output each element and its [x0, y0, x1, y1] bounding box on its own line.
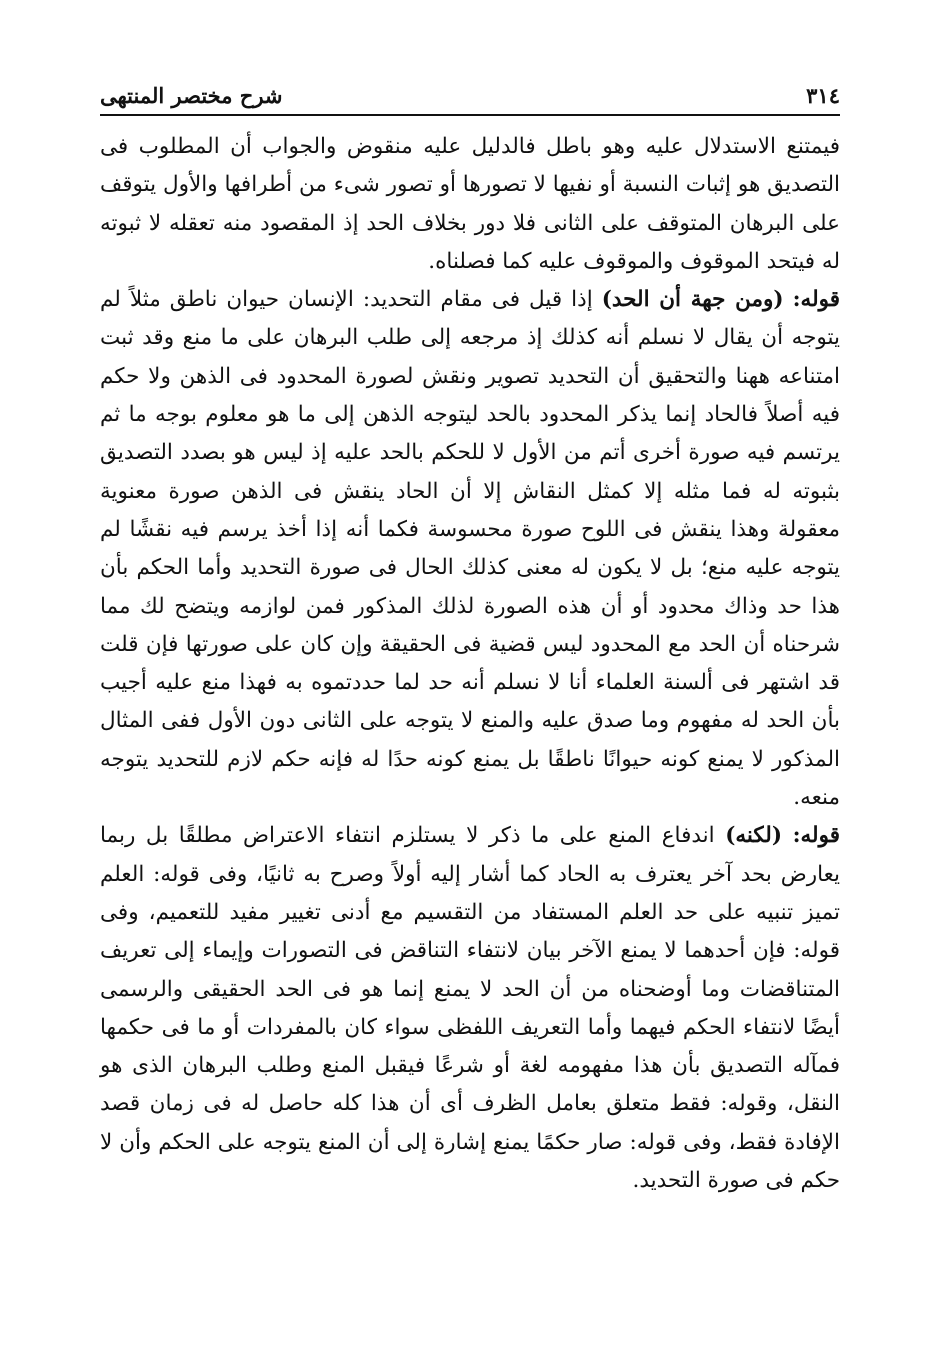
running-header: [100, 78, 840, 108]
book-title: شرح مختصر المنتهى: [100, 83, 283, 108]
paragraph-1: [100, 128, 840, 281]
paragraph-3: [100, 817, 840, 1200]
page-body: [100, 128, 840, 1200]
page-number: ٣١٤: [806, 83, 840, 108]
paragraph-3-quote: (لكنه): [725, 823, 782, 849]
paragraph-3-text: اندفاع المنع على ما ذكر لا يستلزم انتفاء الاعتراض مطلقًا بل ربما يعارض بحد آخر يعترف به الحاد كما أشار إليه أولاً وصرح به ثانيًا، وفى قوله: العلم تميز تنبيه على حد العلم المستفاد من التقسيم مع أدنى تغيير مفيد للتعميم، وفى قوله: فإن أحدهما لا يمنع الآخر بيان لانتفاء التناقض فى التصورات وإيماء إلى تعريف المتناقضات وما أوضحناه من أن الحد لا يمنع إنما هو فى الحد الحقيقى والرسمى أيضًا لانتفاء الحكم فيهما وأما التعريف اللفظى سواء كان بالمفردات أو ما فى حكمها فمآله التصديق بأن هذا مفهومه لغة أو شرعًا فيقبل المنع وطلب البرهان الذى هو النقل، وقوله: فقط متعلق بعامل الظرف أى أن هذا كله حاصل له فى زمان قصد الإفادة فقط، وفى قوله: صار حكمًا يمنع إشارة إلى أن المنع يتوجه على الحكم وأن لا حكم فى صورة التحديد.: [100, 823, 840, 1194]
paragraph-3-lead: قوله:: [792, 823, 840, 849]
paragraph-2-text: إذا قيل فى مقام التحديد: الإنسان حيوان ناطق مثلاً لم يتوجه أن يقال لا نسلم أنه كذلك إذ مرجعه إلى طلب البرهان على ما منع وقد ثبت امتناعه ههنا والتحقيق أن التحديد تصوير ونقش لصورة المحدود فى الذهن ولا حكم فيه أصلاً فالحاد إنما يذكر المحدود بالحد ليتوجه الذهن إلى ما هو معلوم بوجه ما ثم يرتسم فيه صورة أخرى أتم من الأول لا للحكم بالحد عليه إذ ليس هو بصدد التصديق بثبوته له فما مثله إلا كمثل النقاش إلا أن الحاد ينقش فى الذهن صورة معنوية معقولة وهذا ينقش فى اللوح صورة محسوسة فكما أنه إذا أخذ يرسم فيه نقشًا لم يتوجه عليه منع؛ بل لا يكون له معنى كذلك الحال فى صورة التحديد وأما الحكم بأن هذا حد وذاك محدود أو أن هذه الصورة لذلك المذكور فمن لوازمه ويتضح لك مما شرحناه أن الحد مع المحدود ليس قضية فى الحقيقة وإن كان على صورتها فإن قلت قد اشتهر فى ألسنة العلماء أنا لا نسلم أنه حد لما حددتموه به فهذا منع عليه أجيب بأن الحد له مفهوم وما صدق عليه والمنع لا يتوجه على الثانى دون الأول ففى المثال المذكور لا يمنع كونه حيوانًا ناطقًا بل يمنع كونه حدًا له فإنه حكم لازم للتحديد يتوجه منعه.: [100, 287, 840, 811]
paragraph-1-text: فيمتنع الاستدلال عليه وهو باطل فالدليل عليه منقوض والجواب أن المطلوب فى التصديق هو إثبات النسبة أو نفيها لا تصورها أو تصور شىء من أطرافها والأول يتوقف على البرهان المتوقف على الثانى فلا دور بخلاف الحد إذ المقصود منه تعقله لا ثبوته له فيتحد الموقوف والموقوف عليه كما فصلناه.: [100, 134, 840, 274]
paragraph-2: [100, 281, 840, 817]
paragraph-2-quote: (ومن جهة أن الحد): [601, 287, 784, 313]
header-rule: [100, 114, 840, 116]
paragraph-2-lead: قوله:: [792, 287, 841, 313]
